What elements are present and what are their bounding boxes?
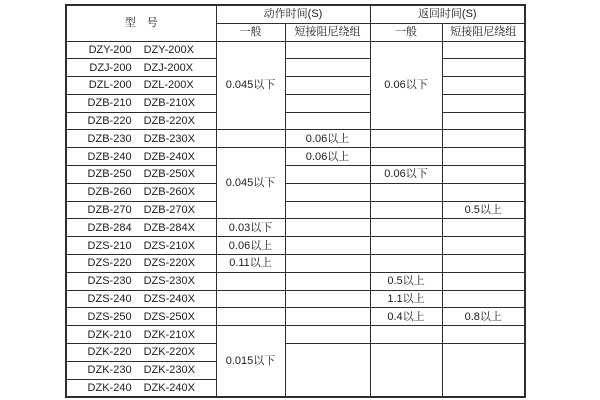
table-row xyxy=(66,166,525,184)
return-damping-cell xyxy=(442,237,525,255)
return-damping-cell xyxy=(442,219,525,237)
table-row xyxy=(66,290,525,308)
action-general-subheader: 一般 xyxy=(216,23,285,41)
table-row xyxy=(66,219,525,237)
return-general-cell: 1.1以上 xyxy=(370,290,442,308)
action-general-cell xyxy=(216,130,285,148)
model-cell: DZB-250 DZB-250X xyxy=(66,166,216,184)
model-cell: DZS-240 DZS-240X xyxy=(66,290,216,308)
model-cell: DZB-220 DZB-220X xyxy=(66,112,216,130)
table-row xyxy=(66,272,525,290)
return-damping-cell xyxy=(442,112,525,130)
model-cell: DZK-230 DZK-230X xyxy=(66,361,216,379)
model-cell: DZB-270 DZB-270X xyxy=(66,201,216,219)
return-general-cell: 0.06以下 xyxy=(370,41,442,130)
model-cell: DZB-284 DZB-284X xyxy=(66,219,216,237)
return-damping-cell xyxy=(442,94,525,112)
action-general-cell: 0.045以下 xyxy=(216,148,285,219)
action-general-cell xyxy=(216,308,285,326)
table-row xyxy=(66,201,525,219)
table-row xyxy=(66,94,525,112)
action-damping-cell xyxy=(285,255,370,273)
return-damping-cell xyxy=(442,130,525,148)
return-damping-cell: 0.8以上 xyxy=(442,308,525,326)
return-damping-cell xyxy=(442,77,525,95)
model-cell: DZS-230 DZS-230X xyxy=(66,272,216,290)
model-cell: DZK-240 DZK-240X xyxy=(66,379,216,397)
action-damping-cell xyxy=(285,77,370,95)
model-cell: DZY-200 DZY-200X xyxy=(66,41,216,59)
action-damping-cell: 0.06以上 xyxy=(285,130,370,148)
action-damping-cell xyxy=(285,219,370,237)
return-damping-subheader: 短接阻尼绕组 xyxy=(442,23,525,41)
action-general-cell xyxy=(216,272,285,290)
model-cell: DZS-210 DZS-210X xyxy=(66,237,216,255)
return-damping-cell xyxy=(442,148,525,166)
table-row xyxy=(66,326,525,344)
return-damping-cell xyxy=(442,272,525,290)
action-general-cell: 0.045以下 xyxy=(216,41,285,130)
action-damping-cell xyxy=(285,308,370,326)
model-cell: DZJ-200 DZJ-200X xyxy=(66,59,216,77)
action-damping-subheader: 短接阻尼绕组 xyxy=(285,23,370,41)
action-damping-cell xyxy=(285,290,370,308)
return-general-cell: 0.4以上 xyxy=(370,308,442,326)
model-header: 型 号 xyxy=(66,5,216,41)
model-cell: DZB-230 DZB-230X xyxy=(66,130,216,148)
table-row xyxy=(66,255,525,273)
return-general-cell xyxy=(370,344,442,397)
table-row xyxy=(66,77,525,95)
model-cell: DZL-200 DZL-200X xyxy=(66,77,216,95)
action-time-header: 动作时间(S) xyxy=(216,5,370,23)
model-cell: DZB-210 DZB-210X xyxy=(66,94,216,112)
return-general-cell xyxy=(370,148,442,166)
model-cell: DZS-220 DZS-220X xyxy=(66,255,216,273)
return-damping-cell xyxy=(442,183,525,201)
table-row xyxy=(66,130,525,148)
action-damping-cell xyxy=(285,201,370,219)
action-damping-cell xyxy=(285,94,370,112)
table-row xyxy=(66,59,525,77)
table-row xyxy=(66,148,525,166)
return-damping-cell xyxy=(442,290,525,308)
model-cell: DZK-220 DZK-220X xyxy=(66,344,216,362)
action-damping-cell xyxy=(285,166,370,184)
return-general-cell xyxy=(370,219,442,237)
return-damping-cell xyxy=(442,326,525,344)
table-row xyxy=(66,344,525,362)
action-damping-cell xyxy=(285,41,370,59)
return-time-header: 返回时间(S) xyxy=(370,5,525,23)
table-row xyxy=(66,237,525,255)
table-row xyxy=(66,112,525,130)
action-damping-cell xyxy=(285,237,370,255)
model-cell: DZB-240 DZB-240X xyxy=(66,148,216,166)
spec-table xyxy=(65,4,526,398)
model-cell: DZB-260 DZB-260X xyxy=(66,183,216,201)
return-damping-cell xyxy=(442,255,525,273)
table-row xyxy=(66,308,525,326)
return-general-cell: 0.5以上 xyxy=(370,272,442,290)
return-general-cell xyxy=(370,255,442,273)
action-general-cell xyxy=(216,290,285,308)
return-damping-cell xyxy=(442,41,525,59)
action-damping-cell: 0.06以上 xyxy=(285,148,370,166)
action-damping-cell xyxy=(285,112,370,130)
return-general-subheader: 一般 xyxy=(370,23,442,41)
action-general-cell: 0.06以上 xyxy=(216,237,285,255)
model-cell: DZK-210 DZK-210X xyxy=(66,326,216,344)
return-damping-cell: 0.5以上 xyxy=(442,201,525,219)
return-damping-cell xyxy=(442,344,525,397)
return-damping-cell xyxy=(442,166,525,184)
action-damping-cell xyxy=(285,59,370,77)
action-general-cell: 0.11以上 xyxy=(216,255,285,273)
return-general-cell: 0.06以下 xyxy=(370,166,442,184)
table-row xyxy=(66,183,525,201)
action-damping-cell xyxy=(285,344,370,397)
return-general-cell xyxy=(370,201,442,219)
table-row xyxy=(66,41,525,59)
return-damping-cell xyxy=(442,59,525,77)
return-general-cell xyxy=(370,183,442,201)
action-damping-cell xyxy=(285,183,370,201)
action-damping-cell xyxy=(285,326,370,344)
action-general-cell: 0.015以下 xyxy=(216,326,285,397)
return-general-cell xyxy=(370,237,442,255)
return-general-cell xyxy=(370,326,442,344)
model-cell: DZS-250 DZS-250X xyxy=(66,308,216,326)
action-general-cell: 0.03以下 xyxy=(216,219,285,237)
action-damping-cell xyxy=(285,272,370,290)
return-general-cell xyxy=(370,130,442,148)
